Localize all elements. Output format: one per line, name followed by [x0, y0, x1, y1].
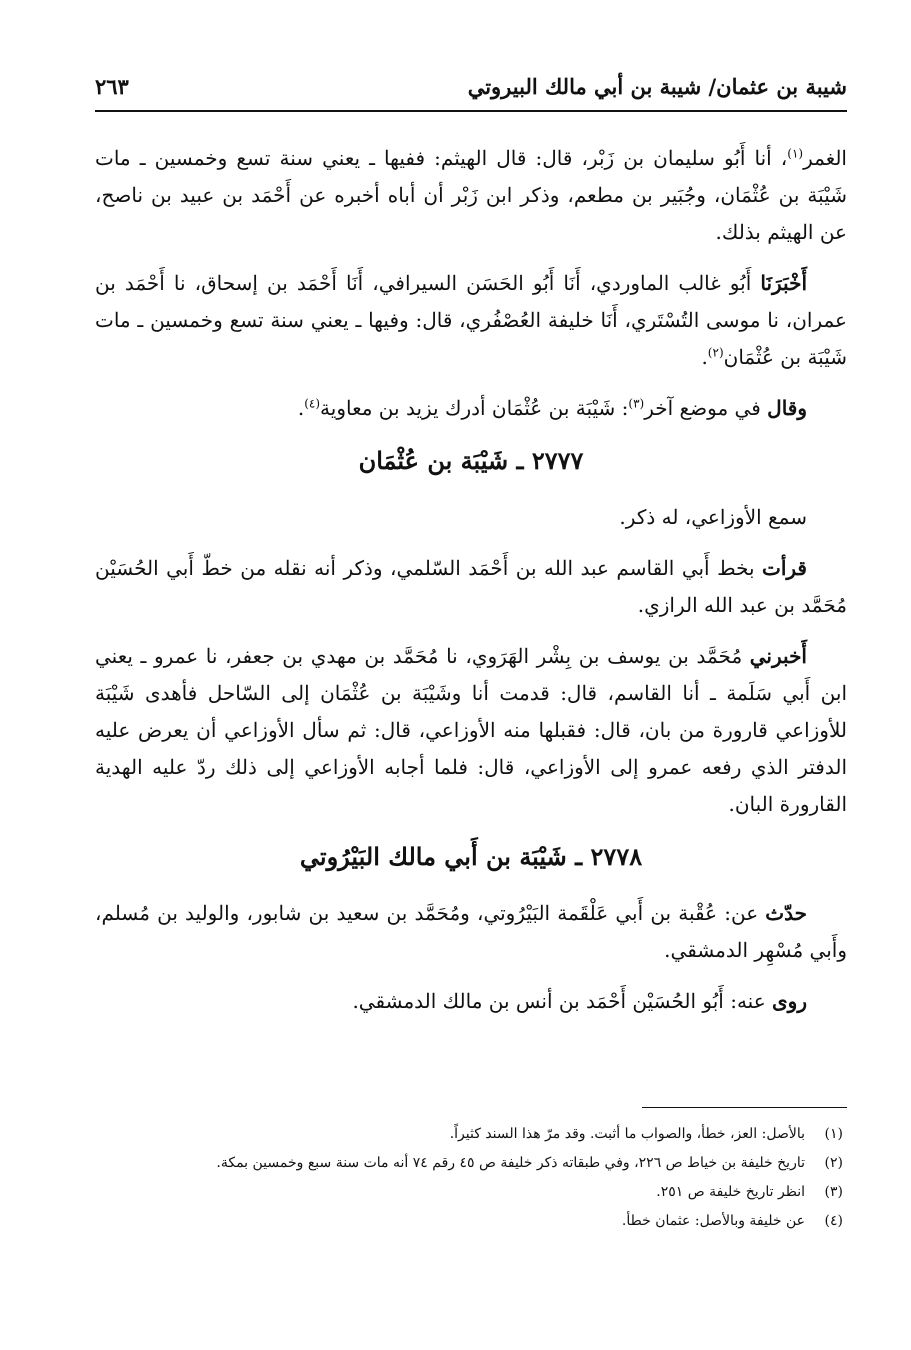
paragraph-7: [95, 895, 847, 969]
paragraph-5-lead: قرأت: [762, 556, 807, 580]
footnote-ref-2[interactable]: (٢): [707, 345, 724, 360]
paragraph-6: [95, 638, 847, 823]
footnotes: [95, 1107, 847, 1238]
footnote-1-number: (١): [824, 1126, 843, 1142]
paragraph-3-text-a: في موضع آخر: [644, 396, 768, 420]
footnote-ref-4[interactable]: (٤): [304, 396, 321, 411]
footnote-ref-3[interactable]: (٣): [628, 396, 645, 411]
paragraph-1: [95, 140, 847, 251]
paragraph-4: [95, 499, 847, 536]
paragraph-4-text: سمع الأوزاعي، له ذكر.: [619, 505, 807, 529]
paragraph-2: [95, 265, 847, 376]
page-number: ٢٦٣: [95, 74, 129, 99]
footnote-1: [95, 1122, 847, 1146]
paragraph-2-lead: أَخْبَرَنَا: [760, 271, 807, 295]
footnote-3: [95, 1180, 847, 1204]
footnote-ref-1[interactable]: (١): [787, 146, 804, 161]
footnote-4-number: (٤): [824, 1213, 843, 1229]
paragraph-3-lead: وقال: [767, 396, 807, 420]
paragraph-3-text-b: : شَيْبَة بن عُثْمَان أدرك يزيد بن معاوية: [320, 396, 629, 420]
page-header: [95, 66, 847, 112]
footnote-2: [95, 1151, 847, 1175]
running-title: شيبة بن عثمان/ شيبة بن أبي مالك البيروتي: [467, 74, 847, 99]
footnote-2-number: (٢): [824, 1155, 843, 1171]
paragraph-1-text-b: ، أنا أَبُو سليمان بن زَبْر، قال: قال الهيثم: ففيها ـ يعني سنة تسع وخمسين ـ مات شَيْبَة بن عُثْمَان، وجُبَير بن مطعم، وذكر ابن زَبْر أن أباه أخبره عن أَحْمَد بن عبيد بن ناصح، عن الهيثم بذلك.: [95, 146, 847, 244]
footnote-4: [95, 1209, 847, 1233]
footnote-3-number: (٣): [824, 1184, 843, 1200]
page-body: [95, 140, 847, 1034]
paragraph-6-lead: أَخبرني: [749, 644, 807, 668]
paragraph-1-text-a: الغمر: [803, 146, 847, 170]
entry-heading-2778: ٢٧٧٨ ـ شَيْبَة بن أَبي مالك البَيْرُوتي: [299, 842, 643, 871]
paragraph-5: [95, 550, 847, 624]
footnote-1-text: بالأصل: العز، خطأ، والصواب ما أثبت. وقد مرّ هذا السند كثيراً.: [449, 1126, 805, 1142]
paragraph-3: [95, 390, 847, 427]
paragraph-2-text-b: .: [701, 345, 708, 369]
paragraph-2-text-a: أَبُو غالب الماوردي، أَنَا أَبُو الحَسَن السيرافي، أَنَا أَحْمَد بن إسحاق، نا أَحْمَد بن عمران، نا موسى التُسْتَري، أَنَا خليفة العُصْفُري، قال: وفيها ـ يعني سنة تسع وخمسين ـ مات شَيْبَة بن عُثْمَان: [95, 271, 847, 369]
paragraph-7-text: عن: عُقْبة بن أَبي عَلْقَمة البَيْرُوتي، ومُحَمَّد بن سعيد بن شابور، والوليد بن مُسلم، وأَبي مُسْهِر الدمشقي.: [95, 901, 847, 962]
paragraph-5-text: بخط أَبي القاسم عبد الله بن أَحْمَد السّلمي، وذكر أنه نقله من خطّ أَبي الحُسَيْن مُحَمَّد بن عبد الله الرازي.: [95, 556, 847, 617]
footnote-3-text: انظر تاريخ خليفة ص ٢٥١.: [656, 1184, 805, 1200]
paragraph-3-text-c: .: [297, 396, 305, 420]
footnote-divider: [642, 1107, 847, 1108]
paragraph-8-lead: روى: [772, 989, 807, 1013]
footnote-4-text: عن خليفة وبالأصل: عثمان خطأ.: [621, 1213, 805, 1229]
paragraph-8: [95, 983, 847, 1020]
entry-heading-2777: ٢٧٧٧ ـ شَيْبَة بن عُثْمَان: [358, 446, 584, 475]
footnote-2-text: تاريخ خليفة بن خياط ص ٢٢٦، وفي طبقاته ذكر خليفة ص ٤٥ رقم ٧٤ أنه مات سنة سبع وخمسين بمكة.: [216, 1155, 805, 1171]
paragraph-7-lead: حدّث: [765, 901, 807, 925]
paragraph-6-text: مُحَمَّد بن يوسف بن بِشْر الهَرَوي، نا مُحَمَّد بن مهدي بن جعفر، نا عمرو ـ يعني ابن أَبي سَلَمة ـ أنا القاسم، قال: قدمت أنا وشَيْبَة بن عُثْمَان إلى السّاحل فأهدى شَيْبَة للأوزاعي قارورة من بان، قال: فقبلها منه الأوزاعي، قال: ثم سأل الأوزاعي أن يعرض عليه الدفتر الذي رفعه عمرو إلى الأوزاعي، قال: فلما أجابه الأوزاعي إلى ذلك ردّ عليه الهدية القارورة البان.: [95, 644, 847, 816]
paragraph-8-text: عنه: أَبُو الحُسَيْن أَحْمَد بن أنس بن مالك الدمشقي.: [352, 989, 773, 1013]
